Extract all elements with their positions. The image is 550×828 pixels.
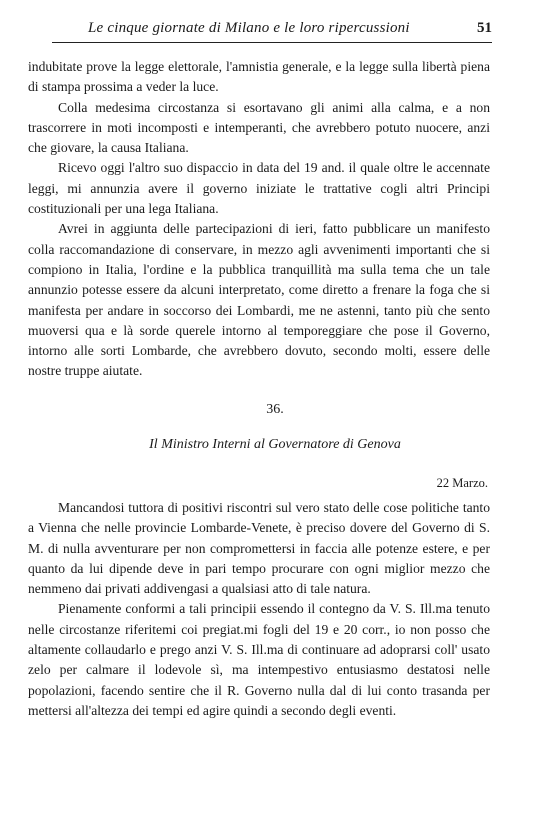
letter-date: 22 Marzo. (436, 476, 488, 490)
paragraph: Pienamente conformi a tali principii essendo il contegno da V. S. Ill.ma tenuto nelle circostanze riferitemi coi pregiat.mi fogli del 19 e 20 corr., io non posso che altamente collaudarlo e prego anzi V. S. Ill.ma di continuare ad adoprarsi coll' usato zelo per calmare il lodevole sì, ma intempestivo entusiasmo destatosi nelle popolazioni, facendo sentire che il R. Governo nulla dal di lui conto trasanda per mettersi all'altezza dei tempi ed agire quindi a secondo degli eventi. (28, 601, 490, 718)
paragraph: indubitate prove la legge elettorale, l'amnistia generale, e la legge sulla libertà piena di stampa prossima a veder la luce. (28, 59, 490, 95)
paragraph: Mancandosi tuttora di positivi riscontri sul vero stato delle cose politiche tanto a Vienna che nelle provincie Lombarde-Venete, è preciso dovere del Governo di S. M. di nulla avventurare per non compromettersi in faccia alle potenze estere, e per quanto da lui dipende deve in pari tempo procurare con ogni miglior mezzo che nemmeno dai privati addivengasi a qualsiasi atto di tale natura. (28, 500, 490, 597)
body-text (28, 57, 490, 382)
page-header (52, 18, 492, 40)
letter-body (28, 498, 490, 721)
section-number: 36. (266, 402, 284, 417)
paragraph: Colla medesima circostanza si esortavano gli animi alla calma, e a non trascorrere in moti incomposti e intemperanti, che avrebbero potuto nuocere, anzi che giovare, la causa Italiana. (28, 99, 490, 156)
paragraph: Avrei in aggiunta delle partecipazioni di ieri, fatto pubblicare un manifesto colla raccomandazione di conservare, in mezzo agli avvenimenti importanti che si compiono in Italia, l'ordine e la pubblica tranquillità ma sulla tema che un tale annunzio potesse essere da alcuni interpretato, come diretto a frenare la foga che si manifesta per andare in soccorso dei Lombardi, me ne astenni, tanto più che sento muoversi qua e là sorde querele intorno al temporeggiare che pose il Governo, intorno alle sorti Lombarde, che avrebbero dovuto, secondo molti, essere delle nostre truppe aiutate. (28, 221, 490, 379)
section-title: Il Ministro Interni al Governatore di Genova (149, 437, 401, 452)
page-number: 51 (477, 20, 492, 36)
paragraph: Ricevo oggi l'altro suo dispaccio in data del 19 and. il quale oltre le accennate leggi, mi annunzia avere il governo iniziate le trattative cogli altri Principi costituzionali per una lega Italiana. (28, 160, 490, 217)
header-rule (52, 42, 492, 43)
running-title: Le cinque giornate di Milano e le loro ripercussioni (88, 20, 410, 36)
